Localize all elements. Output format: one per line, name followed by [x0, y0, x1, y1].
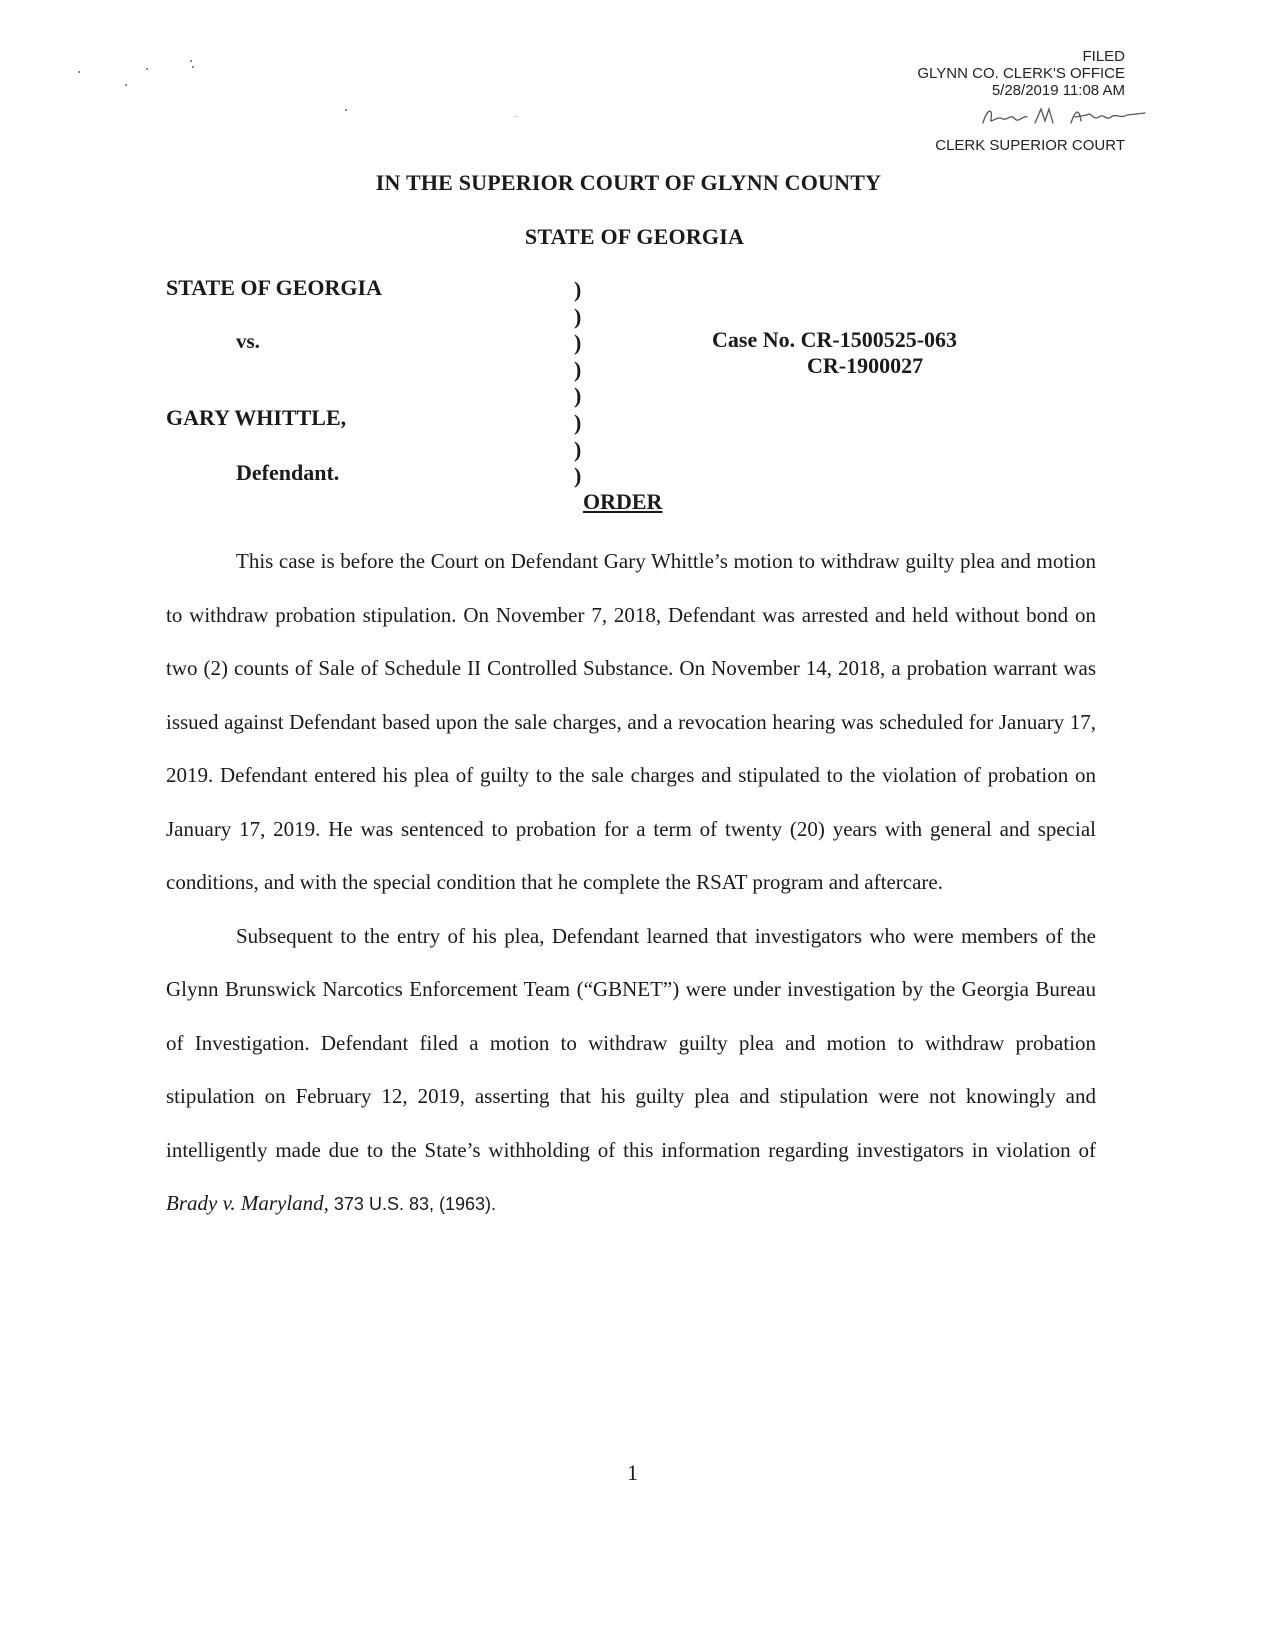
order-heading: ORDER: [583, 489, 663, 514]
plaintiff-name: STATE OF GEORGIA: [166, 275, 382, 300]
defendant-name: GARY WHITTLE,: [166, 405, 347, 430]
stamp-timestamp: 5/28/2019 11:08 AM: [991, 82, 1125, 99]
case-number-secondary: CR-1900027: [807, 353, 924, 378]
paragraph-2: [166, 910, 1096, 1232]
stamp-clerk: CLERK SUPERIOR COURT: [935, 137, 1125, 154]
case-caption: [166, 275, 1066, 525]
filing-stamp: [917, 48, 1125, 154]
court-title: IN THE SUPERIOR COURT OF GLYNN COUNTY: [375, 170, 882, 195]
caption-parentheses: [574, 277, 594, 490]
paragraph-1: This case is before the Court on Defendant Gary Whittle’s motion to withdraw guilty plea and motion to withdraw probation stipulation. On November 7, 2018, Defendant was arrested and held without bond on two (2) counts of Sale of Schedule II Controlled Substance. On November 14, 2018, a probation warrant was issued against Defendant based upon the sale charges, and a revocation hearing was scheduled for January 17, 2019. Defendant entered his plea of guilty to the sale charges and stipulated to the violation of probation on January 17, 2019. He was sentenced to probation for a term of twenty (20) years with general and special conditions, and with the special condition that he complete the RSAT program and aftercare.: [166, 549, 1096, 894]
caption-paren: ): [574, 356, 582, 382]
signature-scribble: [975, 101, 1175, 131]
case-number: [712, 327, 1032, 379]
case-citation-reporter: 373 U.S. 83, (1963).: [328, 1194, 497, 1214]
court-state: STATE OF GEORGIA: [524, 224, 745, 249]
versus-label: vs.: [236, 329, 260, 353]
paragraph-2-text: Subsequent to the entry of his plea, Defendant learned that investigators who were members of the Glynn Brunswick Narcotics Enforcement Team (“GBNET”) were under investigation by the Georgia Bureau of Investigation. Defendant filed a motion to withdraw guilty plea and motion to withdraw probation stipulation on February 12, 2019, asserting that his guilty plea and stipulation were not knowingly and intelligently made due to the State’s withholding of this information regarding investigators in violation of: [166, 923, 1096, 1162]
case-citation-name: Brady v. Maryland,: [166, 1191, 329, 1215]
caption-paren: ): [574, 277, 582, 302]
case-number-primary: Case No. CR-1500525-063: [712, 327, 958, 352]
caption-paren: ): [574, 383, 582, 409]
caption-paren: ): [574, 409, 582, 435]
defendant-label: Defendant.: [236, 460, 340, 485]
page-number: 1: [627, 1460, 638, 1485]
caption-paren: ): [574, 330, 582, 356]
caption-paren: ): [574, 303, 582, 329]
caption-paren: ): [574, 463, 582, 489]
order-body: [166, 535, 1096, 1232]
clerk-signature: [917, 101, 1125, 131]
stamp-office: GLYNN CO. CLERK'S OFFICE: [917, 65, 1125, 82]
stamp-filed: FILED: [1082, 48, 1125, 65]
caption-paren: ): [574, 436, 582, 462]
